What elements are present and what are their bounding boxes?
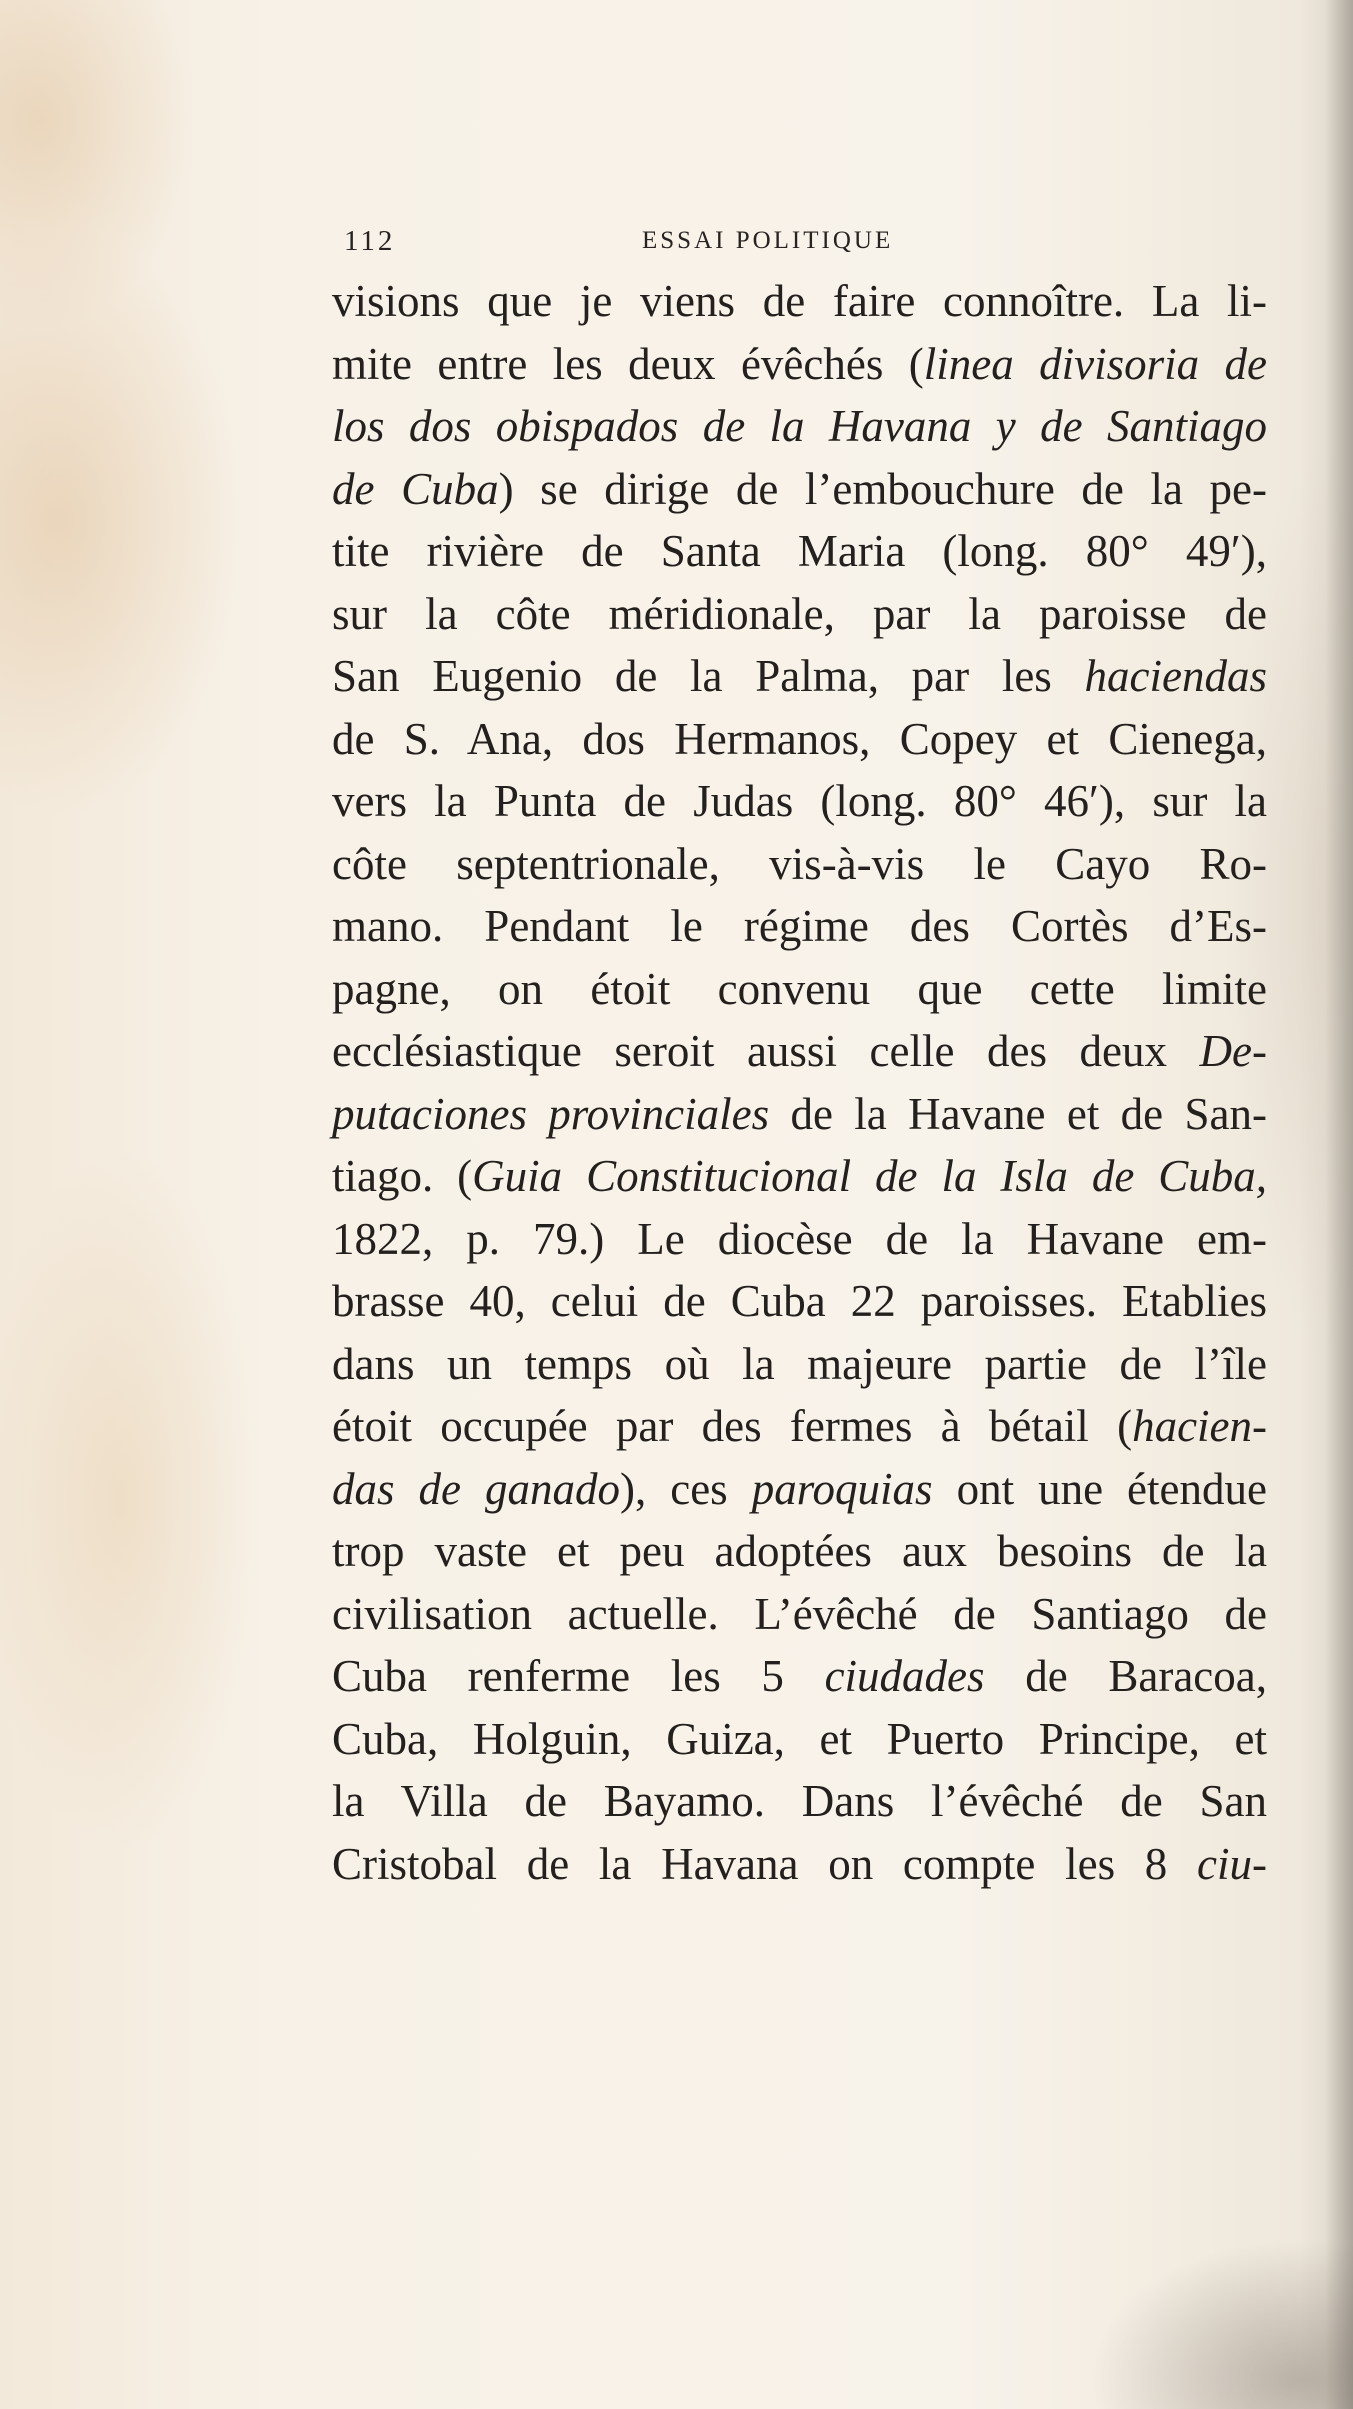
italic-run: das de ganado [332, 1463, 620, 1514]
text-line [332, 395, 1267, 458]
text-run: tite rivière de Santa Maria (long. 80° 49′), [332, 526, 1267, 576]
italic-run: paroquias [751, 1463, 933, 1514]
text-line [332, 1833, 1267, 1896]
text-line [332, 1520, 1267, 1583]
text-line [332, 1395, 1267, 1458]
text-line [332, 770, 1267, 833]
text-run: mite entre les deux évêchés ( [332, 338, 924, 389]
text-line [332, 895, 1267, 958]
text-run: vers la Punta de Judas (long. 80° 46′), sur la [332, 776, 1267, 826]
text-run: brasse 40, celui de Cuba 22 paroisses. Etablies [332, 1276, 1267, 1326]
text-line [332, 1770, 1267, 1833]
text-line [332, 520, 1267, 583]
text-line [332, 645, 1267, 708]
text-run: San Eugenio de la Palma, par les [332, 651, 1085, 701]
italic-run: haciendas [1084, 651, 1267, 701]
text-run: Cristobal de la Havana on compte les 8 [332, 1838, 1198, 1889]
italic-run: Guia Constitucional de la Isla de Cuba, [472, 1151, 1267, 1201]
text-line [332, 583, 1267, 646]
text-line [332, 1270, 1267, 1333]
text-line [332, 1208, 1267, 1271]
italic-run: ciu- [1197, 1838, 1267, 1889]
text-run: tiago. ( [332, 1151, 473, 1201]
text-line [332, 458, 1267, 521]
running-head-title: ESSAI POLITIQUE [642, 227, 894, 254]
text-line [332, 1020, 1267, 1083]
text-line [332, 708, 1267, 771]
text-run: ecclésiastique seroit aussi celle des deux [332, 1026, 1200, 1076]
text-run: sur la côte méridionale, par la paroisse de [332, 588, 1267, 639]
text-run: 1822, p. 79.) Le diocèse de la Havane em- [332, 1213, 1267, 1264]
text-line [332, 958, 1267, 1021]
text-line [332, 1458, 1267, 1521]
page-number: 112 [344, 225, 396, 257]
text-line [332, 1083, 1267, 1146]
text-run: la Villa de Bayamo. Dans l’évêché de San [332, 1776, 1267, 1826]
text-line [332, 1583, 1267, 1646]
text-run: Cuba renferme les 5 [332, 1651, 825, 1701]
text-run: Cuba, Holguin, Guiza, et Puerto Principe, et [332, 1713, 1267, 1764]
text-run: trop vaste et peu adoptées aux besoins de la [332, 1526, 1267, 1576]
text-run: visions que je viens de faire connoître. La li- [332, 276, 1267, 326]
text-line [332, 1333, 1267, 1396]
running-head [332, 225, 1022, 265]
text-line [332, 1708, 1267, 1771]
text-line [332, 1145, 1267, 1208]
text-run: ), ces [620, 1463, 752, 1514]
text-run: ont une étendue [932, 1463, 1267, 1514]
italic-run: los dos obispados de la Havana y de Santiago [332, 401, 1267, 451]
text-line [332, 333, 1267, 396]
text-run: ) se dirige de l’embouchure de la pe- [498, 463, 1267, 514]
text-run: de la Havane et de San- [769, 1088, 1267, 1139]
text-run: de Baracoa, [984, 1651, 1267, 1701]
italic-run: de Cuba [332, 463, 499, 514]
text-run: de S. Ana, dos Hermanos, Copey et Cienega, [332, 713, 1267, 764]
italic-run: putaciones provinciales [332, 1088, 770, 1139]
italic-run: hacien- [1132, 1401, 1267, 1451]
text-run: mano. Pendant le régime des Cortès d’Es- [332, 901, 1267, 951]
text-run: civilisation actuelle. L’évêché de Santiago de [332, 1588, 1267, 1639]
italic-run: linea divisoria de [923, 338, 1267, 389]
text-run: côte septentrionale, vis-à-vis le Cayo Ro- [332, 838, 1267, 889]
text-line [332, 1645, 1267, 1708]
text-run: dans un temps où la majeure partie de l’île [332, 1338, 1267, 1389]
page-edge-shadow [1325, 0, 1353, 2409]
text-run: étoit occupée par des fermes à bétail ( [332, 1401, 1133, 1451]
text-line [332, 270, 1267, 333]
text-run: pagne, on étoit convenu que cette limite [332, 963, 1267, 1014]
italic-run: De- [1199, 1026, 1267, 1076]
italic-run: ciudades [824, 1651, 985, 1701]
text-line [332, 833, 1267, 896]
body-text [332, 270, 1267, 1895]
